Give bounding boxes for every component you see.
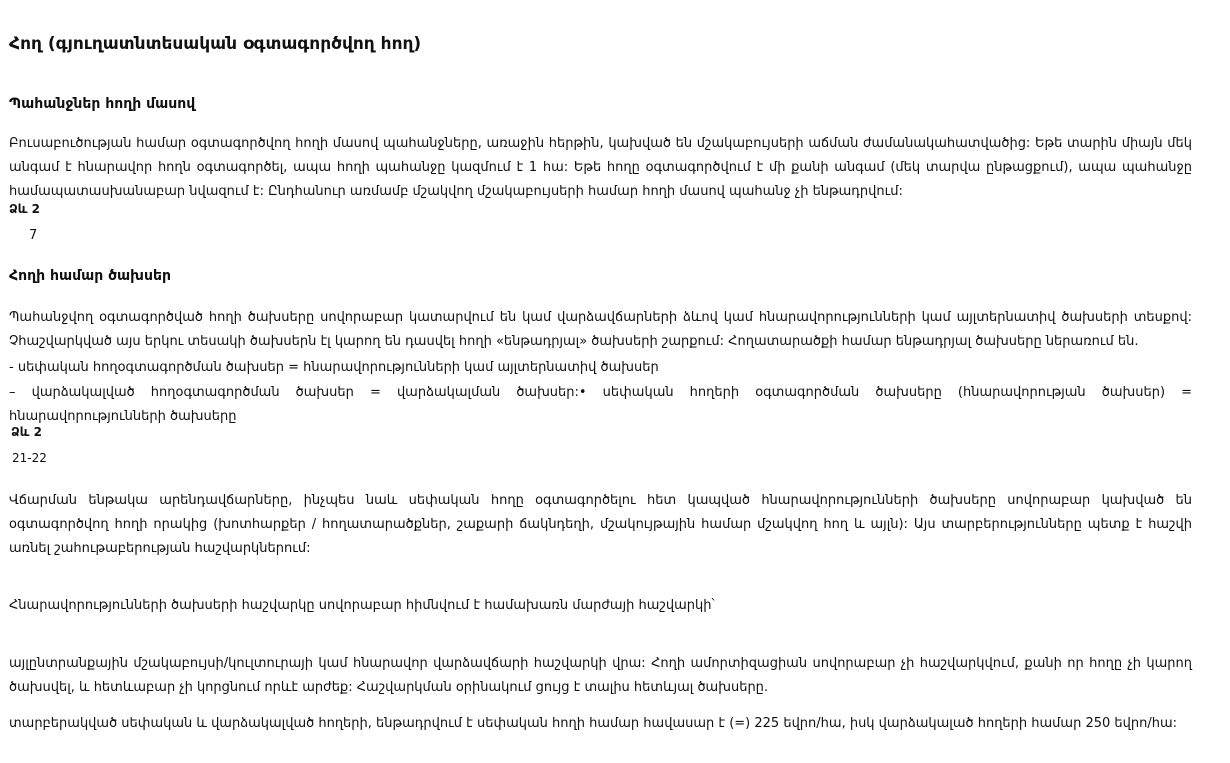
rented-land-cost-line: – վարձակալված հողօգտագործման ծախսեր = վարձակալման ծախսեր:• սեփական հողերի օգտագործման ծախսերը (հնարավորության ծախսեր) = հնարավորությունների ծախսերը — [9, 385, 1192, 424]
own-land-cost-line: - սեփական հողօգտագործման ծախսեր = հնարավորությունների կամ այլտերնատիվ ծախսեր — [9, 360, 659, 375]
section-heading-land-costs: Հողի համար ծախսեր — [9, 268, 171, 284]
section-heading-land-requirements: Պահանջներ հողի մասով — [9, 96, 196, 112]
alternative-crop-paragraph: այլընտրանքային մշակաբույսի/կուլտուրայի կամ հնարավոր վարձավճարի հաշվարկի վրա: Հողի ամորտիզացիան սովորաբար չի հաշվարկվում, քանի որ հողը չի կարող ծախսվել, և հետևաբար չի կորցնում որևէ արժեք: Հաշվարկման օրինակում ցույց է տալիս հետևյալ ծախսերը. — [9, 656, 1192, 695]
rent-payments-paragraph: Վճարման ենթակա արենդավճարները, ինչպես նաև սեփական հողը օգտագործելու հետ կապված հնարավորությունների ծախսերը սովորաբար կախված են օգտագործվող հողի որակից (խոտհարքեր / հողատարածքներ, շաքարի ճակնդեղի, մշակույթային համար մշակվող հող և այլն): Այս տարբերությունները պետք է հաշվի առնել շահութաբերության հաշվարկներում: — [9, 493, 1192, 556]
figure-number: 7 — [29, 228, 38, 243]
page-title: Հող (գյուղատնտեսական օգտագործվող հող) — [9, 34, 422, 54]
figure-number: 21-22 — [12, 451, 47, 465]
land-requirements-paragraph: Բուսաբուծության համար օգտագործվող հողի մասով պահանջները, առաջին հերթին, կախված են մշակաբույսերի աճման ժամանակահատվածից: Եթե տարին միայն մեկ անգամ է հնարավոր հողն օգտագործել, ապա հողի պահանջը կազմում է 1 հա: Եթե հողը օգտագործվում է մի քանի անգամ (մեկ տարվա ընթացքում), ապա պահանջը համապատասխանաբար նվազում է: Ընդհանուր առմամբ մշակվող մշակաբույսերի համար հողի մասով պահանջ չի ենթադրվում: — [9, 136, 1192, 199]
land-costs-paragraph: Պահանջվող օգտագործված հողի ծախսերը սովորաբար կատարվում են կամ վարձավճարների ձևով կամ հնարավորությունների կամ այլտերնատիվ ծախսերի տեսքով: Չհաշվարկված այս երկու տեսակի ծախսերն էլ կարող են դասվել հողի «ենթադրյալ» ծախսերի շարքում: Հողատարածքի համար ենթադրյալ ծախսերը ներառում են. — [9, 310, 1192, 349]
calculation-example-paragraph: տարբերակված սեփական և վարձակալված հողերի, ենթադրվում է սեփական հողի համար հավասար է (=) 225 եվրո/հա, իսկ վարձակալած հողերի համար 250 եվրո/հա: — [9, 716, 1178, 731]
figure-label: Ձև 2 — [9, 202, 41, 216]
opportunity-cost-intro: Հնարավորությունների ծախսերի հաշվարկը սովորաբար հիմնվում է համախառն մարժայի հաշվարկի՝ — [9, 598, 715, 613]
figure-label: Ձև 2 — [11, 425, 43, 439]
